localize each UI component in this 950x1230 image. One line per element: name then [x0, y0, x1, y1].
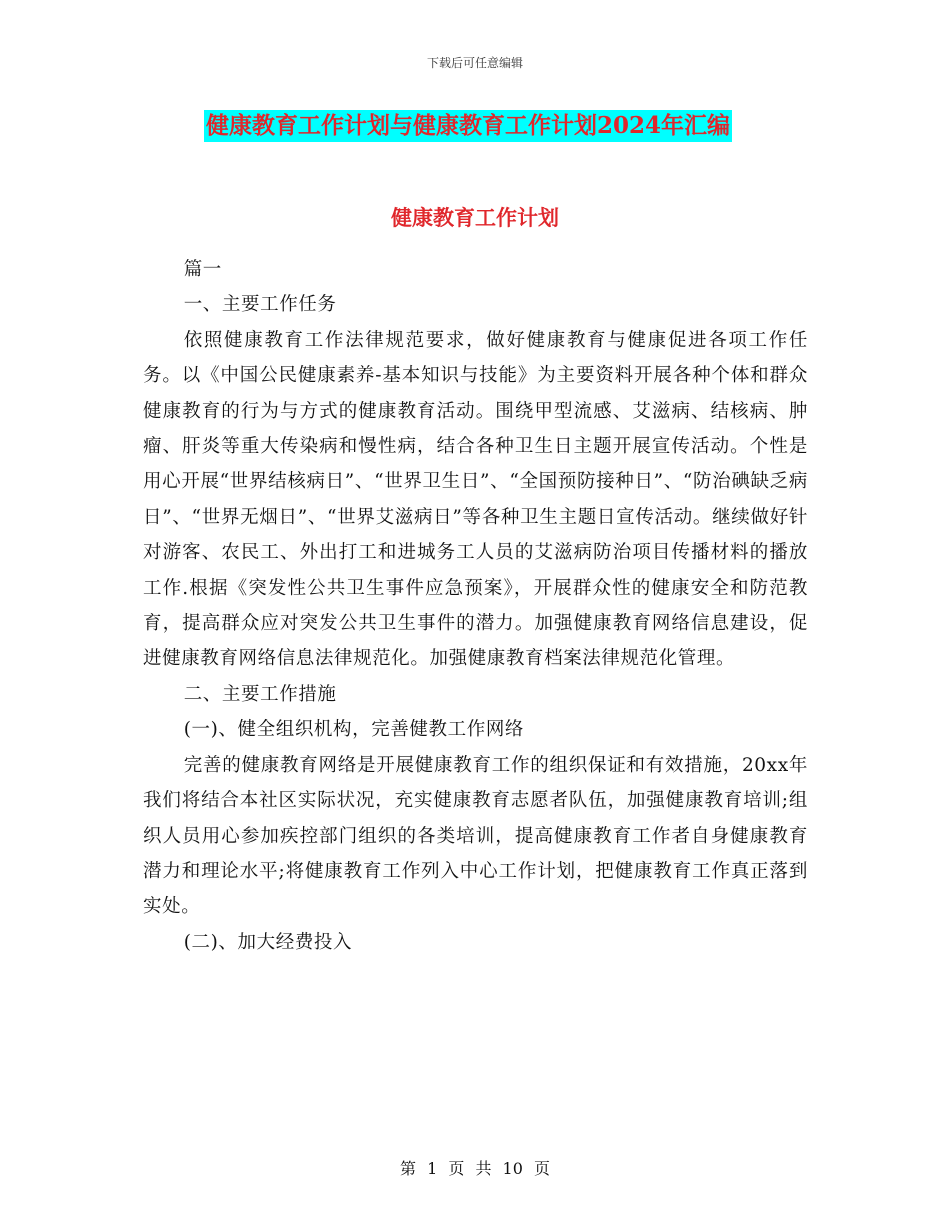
paragraph-subheading-funding: (二)、加大经费投入 [183, 931, 353, 953]
paragraph-subheading-organization: (一)、健全组织机构，完善健教工作网络 [183, 719, 525, 741]
paragraph-heading-measures: 二、主要工作措施 [183, 683, 337, 705]
paragraph-organization-body: 完善的健康教育网络是开展健康教育工作的组织保证和有效措施，20xx年我们将结合本社区实际状况，充实健康教育志愿者队伍，加强健康教育培训;组织人员用心参加疾控部门组织的各类培训，提高健康教育工作者自身健康教育潜力和理论水平;将健康教育工作列入中心工作计划，把健康教育工作真正落到实处。 [143, 754, 808, 918]
paragraph-heading-tasks: 一、主要工作任务 [183, 294, 337, 316]
paragraph-tasks-body: 依照健康教育工作法律规范要求，做好健康教育与健康促进各项工作任务。以《中国公民健康素养-基本知识与技能》为主要资料开展各种个体和群众健康教育的行为与方式的健康教育活动。围绕甲型流感、艾滋病、结核病、肿瘤、肝炎等重大传染病和慢性病，结合各种卫生日主题开展宣传活动。个性是用心开展“世界结核病日”、“世界卫生日”、“全国预防接种日”、“防治碘缺乏病日”、“世界无烟日”、“世界艾滋病日”等各种卫生主题日宣传活动。继续做好针对游客、农民工、外出打工和进城务工人员的艾滋病防治项目传播材料的播放工作.根据《突发性公共卫生事件应急预案》，开展群众性的健康安全和防范教育，提高群众应对突发公共卫生事件的潜力。加强健康教育网络信息建设，促进健康教育网络信息法律规范化。加强健康教育档案法律规范化管理。 [143, 329, 808, 670]
page-footer: 第 1 页 共 10 页 [400, 1159, 550, 1178]
header-note: 下载后可任意编辑 [426, 56, 523, 70]
section-title: 健康教育工作计划 [391, 205, 559, 230]
document-title: 健康教育工作计划与健康教育工作计划2024年汇编 [204, 110, 732, 142]
body-text [143, 252, 808, 960]
paragraph-part-heading: 篇一 [183, 259, 222, 280]
